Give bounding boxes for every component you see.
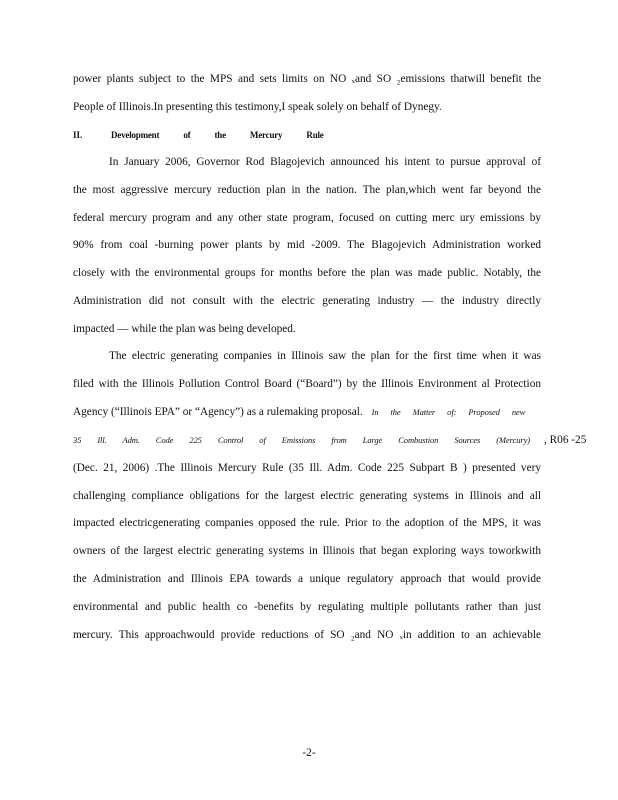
section-heading <box>73 129 324 141</box>
text-line: mercury. This approachwould provide reductions of SO ₂and NO ₓin addition to an achievable <box>73 629 541 641</box>
text-segment: , R06 -25 <box>543 434 587 446</box>
text-line: challenging compliance obligations for the largest electric generating systems in Illinois and all <box>73 490 541 502</box>
case-citation: 35 Ill. Adm. Code 225 Control of Emissions from Large Combustion Sources (Mercury) <box>73 435 530 445</box>
text-line: environmental and public health co -benefits by regulating multiple pollutants rather than just <box>73 601 541 613</box>
case-citation: In the Matter of: Proposed new <box>371 407 526 417</box>
text-line: the Administration and Illinois EPA towards a unique regulatory approach that would provide <box>73 573 541 585</box>
text-line: filed with the Illinois Pollution Control Board (“Board”) by the Illinois Environment al Protection <box>73 378 541 390</box>
text-line: the most aggressive mercury reduction plan in the nation. The plan,which went far beyond the <box>73 184 541 196</box>
text-line: 90% from coal -burning power plants by mid -2009. The Blagojevich Administration worked <box>73 239 541 251</box>
text-line: impacted electricgenerating companies opposed the rule. Prior to the adoption of the MPS, it was <box>73 517 541 529</box>
text-line: owners of the largest electric generating systems in Illinois that began exploring ways toworkwith <box>73 545 541 557</box>
text-line: federal mercury program and any other state program, focused on cutting merc ury emissions by <box>73 212 541 224</box>
text-line: impacted — while the plan was being developed. <box>73 323 296 335</box>
text-line <box>73 433 587 447</box>
text-line: Administration did not consult with the electric generating industry — the industry directly <box>73 295 541 307</box>
text-segment: Agency (“Illinois EPA” or “Agency”) as a rulemaking proposal. <box>73 406 363 418</box>
section-number: II. <box>73 130 83 140</box>
text-line: (Dec. 21, 2006) .The Illinois Mercury Rule (35 Ill. Adm. Code 225 Subpart B ) presented very <box>73 462 541 474</box>
text-line: closely with the environmental groups for months before the plan was made public. Notably, the <box>73 267 541 279</box>
text-line: power plants subject to the MPS and sets limits on NO ₓand SO ₂emissions thatwill benefit the <box>73 73 541 85</box>
text-line <box>73 405 541 419</box>
text-line: In January 2006, Governor Rod Blagojevich announced his intent to pursue approval of <box>109 156 541 168</box>
text-line: The electric generating companies in Illinois saw the plan for the first time when it was <box>109 350 541 362</box>
page-number: -2- <box>302 747 316 759</box>
section-title: Development of the Mercury Rule <box>111 130 324 140</box>
text-line: People of Illinois.In presenting this testimony,I speak solely on behalf of Dynegy. <box>73 101 442 113</box>
